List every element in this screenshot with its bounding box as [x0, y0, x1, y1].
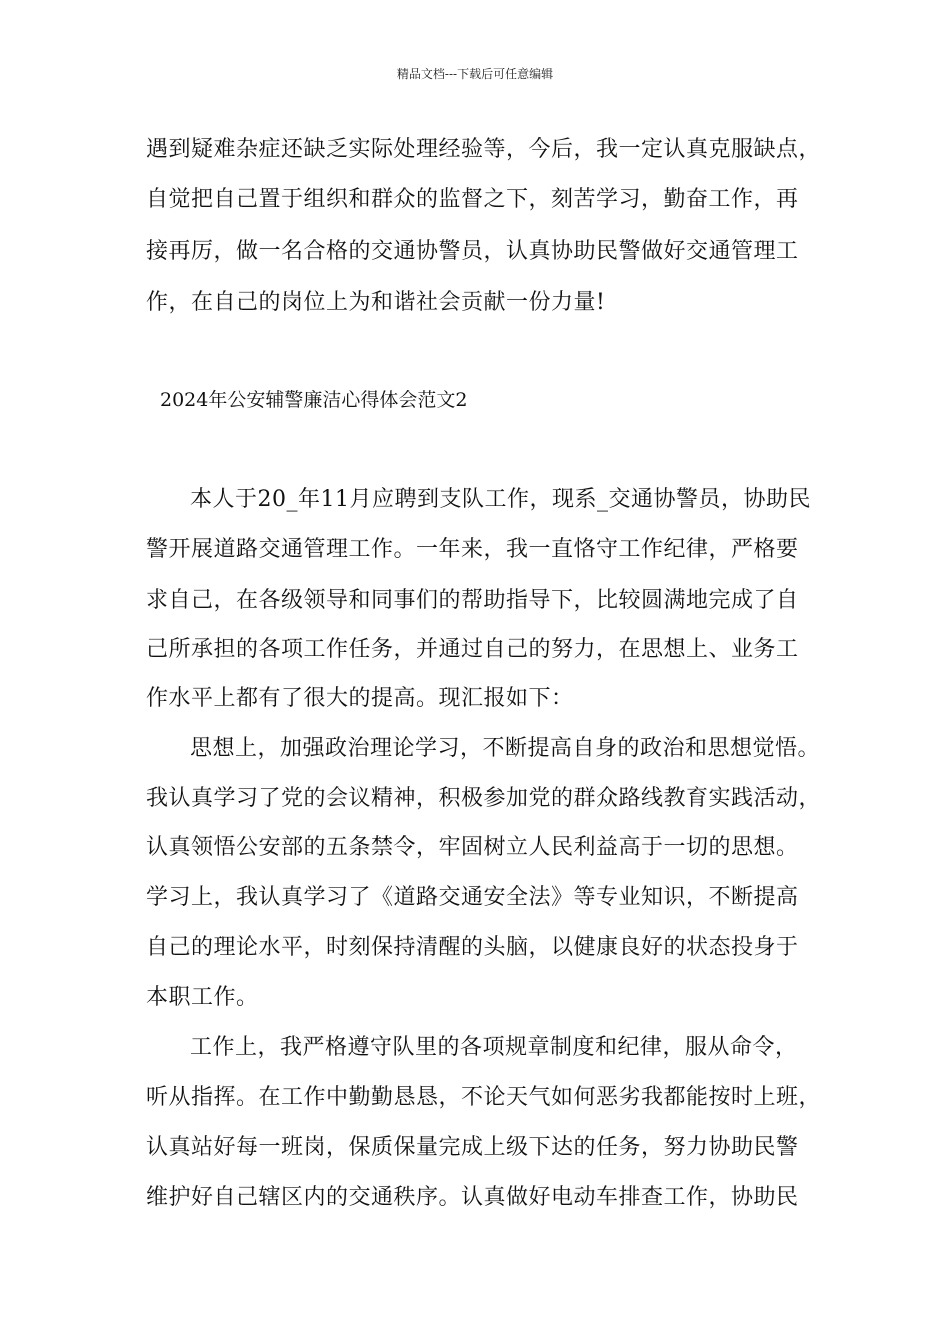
- paragraph-line: 作水平上都有了很大的提高。现汇报如下：: [146, 686, 574, 711]
- page-header: 精品文档---下载后可任意编辑: [396, 67, 554, 81]
- paragraph-line: 学习上，我认真学习了《道路交通安全法》等专业知识，不断提高: [146, 885, 799, 910]
- section-title: 2024年公安辅警廉洁心得体会范文2: [160, 389, 468, 411]
- paragraph-line: 听从指挥。在工作中勤勤恳恳，不论天气如何恶劣我都能按时上班，: [146, 1085, 822, 1110]
- paragraph-line: 求自己，在各级领导和同事们的帮助指导下，比较圆满地完成了自: [146, 588, 799, 613]
- paragraph-line: 思想上，加强政治理论学习，不断提高自身的政治和思想觉悟。: [190, 736, 821, 761]
- paragraph-line: 本职工作。: [146, 985, 259, 1010]
- paragraph-line: 警开展道路交通管理工作。一年来，我一直恪守工作纪律，严格要: [146, 537, 799, 562]
- paragraph-line: 己所承担的各项工作任务，并通过自己的努力，在思想上、业务工: [146, 637, 799, 662]
- paragraph-line: 认真领悟公安部的五条禁令，牢固树立人民利益高于一切的思想。: [146, 835, 799, 860]
- paragraph-line: 自己的理论水平，时刻保持清醒的头脑，以健康良好的状态投身于: [146, 935, 799, 960]
- paragraph-line: 作，在自己的岗位上为和谐社会贡献一份力量!: [146, 290, 606, 315]
- paragraph-line: 我认真学习了党的会议精神，积极参加党的群众路线教育实践活动，: [146, 786, 822, 811]
- paragraph-line: 本人于20_年11月应聘到支队工作，现系_交通协警员，协助民: [190, 487, 811, 512]
- paragraph-line: 接再厉，做一名合格的交通协警员，认真协助民警做好交通管理工: [146, 239, 799, 264]
- paragraph-line: 工作上，我严格遵守队里的各项规章制度和纪律，服从命令，: [190, 1035, 798, 1060]
- paragraph-line: 认真站好每一班岗，保质保量完成上级下达的任务，努力协助民警: [146, 1135, 799, 1160]
- paragraph-line: 自觉把自己置于组织和群众的监督之下，刻苦学习，勤奋工作，再: [146, 187, 799, 212]
- paragraph-line: 遇到疑难杂症还缺乏实际处理经验等，今后，我一定认真克服缺点，: [146, 137, 822, 162]
- paragraph-line: 维护好自己辖区内的交通秩序。认真做好电动车排查工作，协助民: [146, 1185, 799, 1210]
